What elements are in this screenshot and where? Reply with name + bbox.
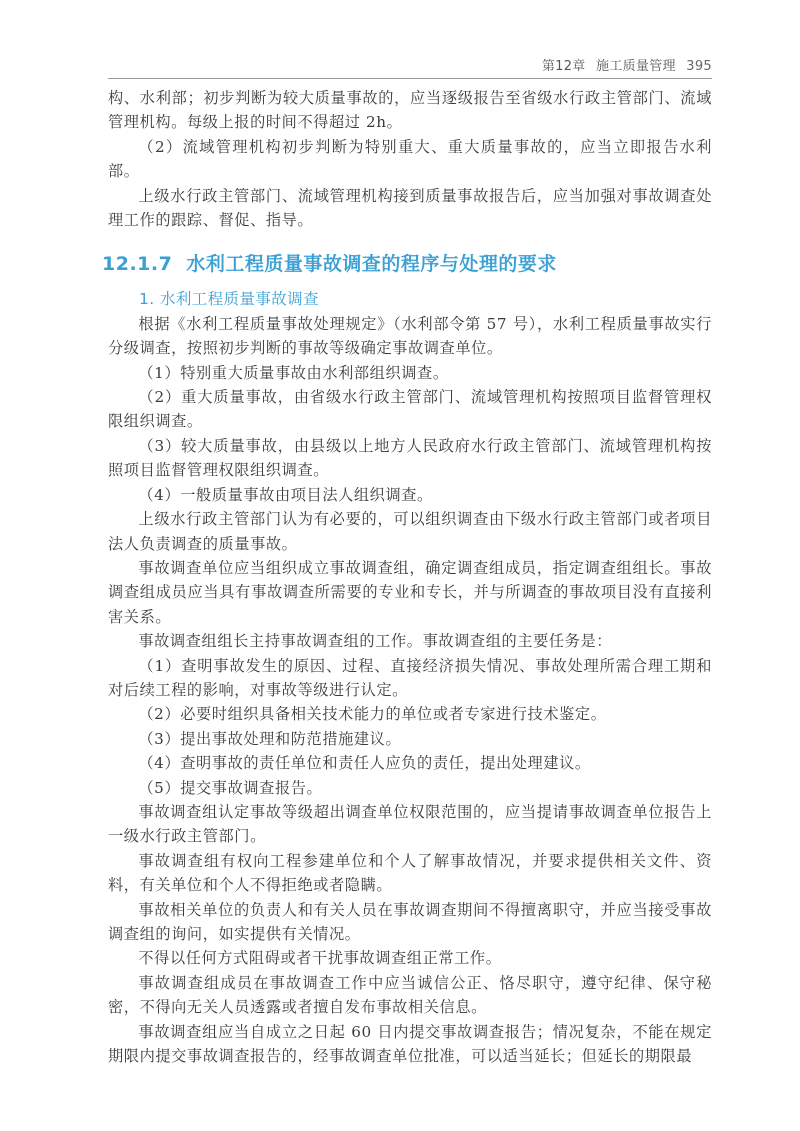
paragraph: 事故调查组成员在事故调查工作中应当诚信公正、恪尽职守，遵守纪律、保守秘密，不得向无关人员透露或者擅自发布事故相关信息。 — [108, 973, 712, 1017]
paragraph: 上级水行政主管部门、流域管理机构接到质量事故报告后，应当加强对事故调查处理工作的跟踪、督促、指导。 — [108, 186, 712, 230]
page-number: 395 — [686, 59, 712, 74]
paragraph: （4）查明事故的责任单位和责任人应负的责任，提出处理建议。 — [138, 754, 591, 773]
paragraph: 事故相关单位的负责人和有关人员在事故调查期间不得擅离职守，并应当接受事故调查组的询问，如实提供有关情况。 — [108, 900, 712, 943]
paragraph: 事故调查组应当自成立之日起 60 日内提交事故调查报告；情况复杂，不能在规定期限内提交事故调查报告的，经事故调查单位批准，可以适当延长；但延长的期限最 — [108, 1022, 712, 1066]
paragraph: 上级水行政主管部门认为有必要的，可以组织调查由下级水行政主管部门或者项目法人负责调查的质量事故。 — [108, 510, 712, 553]
page-body — [102, 86, 712, 1068]
paragraph: （2）重大质量事故，由省级水行政主管部门、流域管理机构按照项目监督管理权限组织调查。 — [108, 388, 712, 431]
chapter-label: 第12章 — [541, 59, 586, 74]
section-title: 水利工程质量事故调查的程序与处理的要求 — [186, 253, 557, 276]
paragraph: （1）特别重大质量事故由水利部组织调查。 — [138, 363, 449, 382]
section-number: 12.1.7 — [102, 253, 173, 276]
paragraph: （3）提出事故处理和防范措施建议。 — [138, 729, 402, 748]
paragraph: 构、水利部；初步判断为较大质量事故的，应当逐级报告至省级水行政主管部门、流域管理机构。每级上报的时间不得超过 2h。 — [108, 89, 712, 132]
paragraph: 事故调查单位应当组织成立事故调查组，确定调查组成员，指定调查组组长。事故调查组成员应当具有事故调查所需要的专业和专长，并与所调查的事故项目没有直接利害关系。 — [108, 558, 712, 626]
subsection-heading: 1. 水利工程质量事故调查 — [139, 290, 319, 309]
paragraph: （2）流域管理机构初步判断为特别重大、重大质量事故的，应当立即报告水利部。 — [108, 137, 712, 181]
paragraph: 事故调查组认定事故等级超出调查单位权限范围的，应当提请事故调查单位报告上一级水行政主管部门。 — [108, 802, 712, 846]
header-text — [536, 55, 712, 74]
section-heading — [102, 249, 712, 276]
paragraph: 不得以任何方式阻碍或者干扰事故调查组正常工作。 — [138, 949, 502, 968]
paragraph: 根据《水利工程质量事故处理规定》（水利部令第 57 号），水利工程质量事故实行分级调查，按照初步判断的事故等级确定事故调查单位。 — [108, 314, 712, 358]
running-header — [108, 52, 712, 79]
paragraph: （5）提交事故调查报告。 — [138, 778, 323, 797]
paragraph: （3）较大质量事故，由县级以上地方人民政府水行政主管部门、流域管理机构按照项目监督管理权限组织调查。 — [108, 436, 712, 480]
paragraph: （2）必要时组织具备相关技术能力的单位或者专家进行技术鉴定。 — [138, 705, 607, 724]
paragraph: 事故调查组有权向工程参建单位和个人了解事故情况，并要求提供相关文件、资料，有关单位和个人不得拒绝或者隐瞒。 — [108, 851, 712, 895]
paragraph: 事故调查组组长主持事故调查组的工作。事故调查组的主要任务是： — [138, 632, 613, 651]
paragraph: （1）查明事故发生的原因、过程、直接经济损失情况、事故处理所需合理工期和对后续工程的影响，对事故等级进行认定。 — [108, 656, 712, 699]
body-paragraphs — [108, 312, 712, 1069]
chapter-title: 施工质量管理 — [596, 59, 676, 74]
paragraph: （4）一般质量事故由项目法人组织调查。 — [138, 485, 433, 504]
